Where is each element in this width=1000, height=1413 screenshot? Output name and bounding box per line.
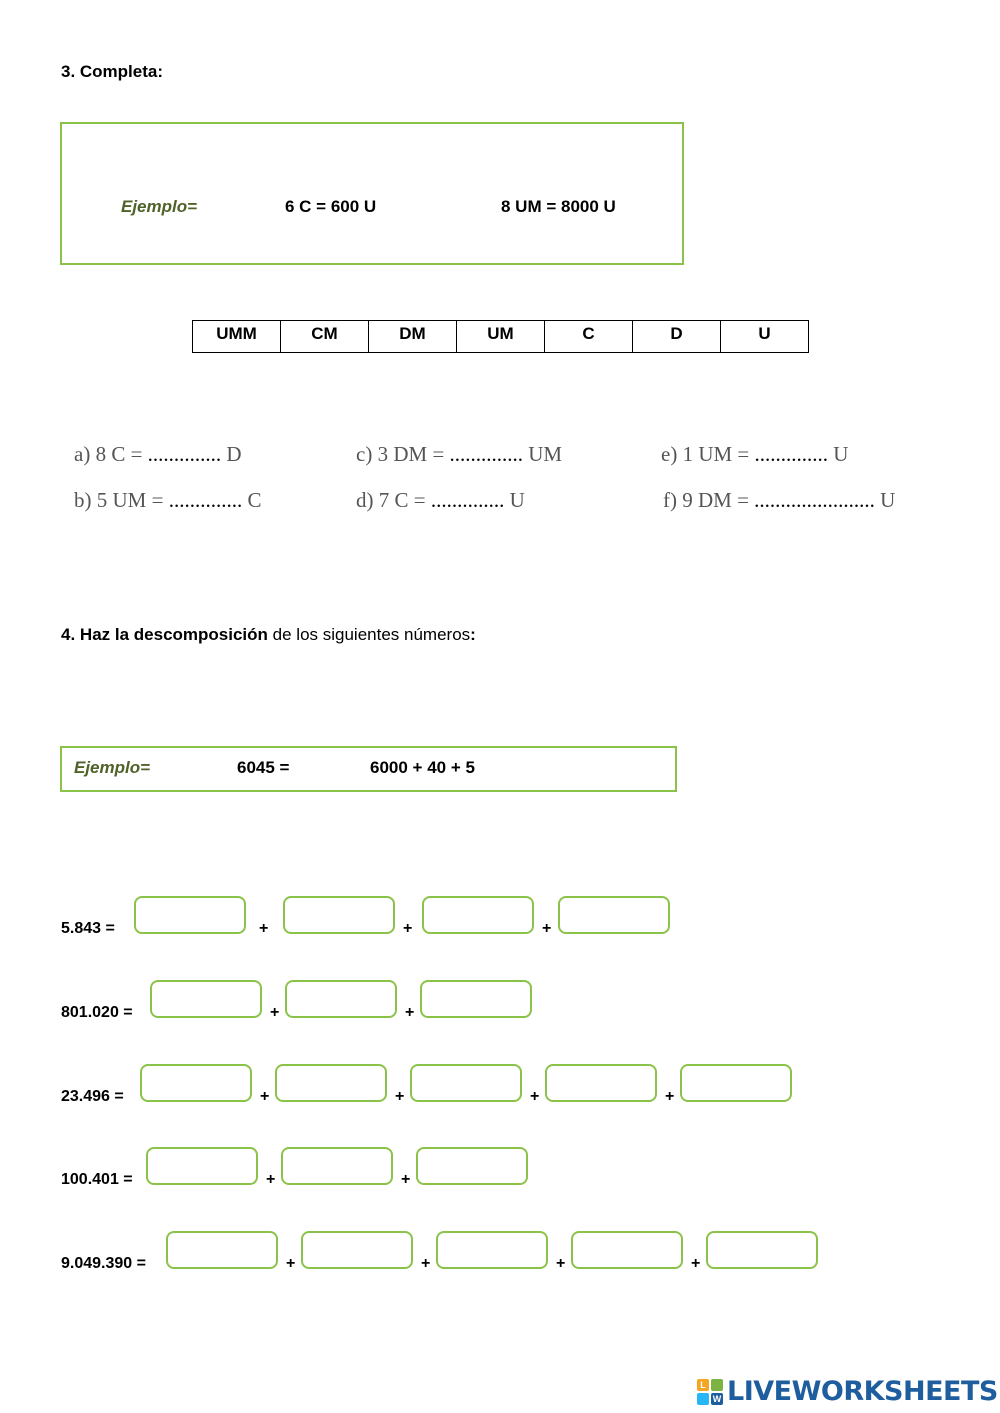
place-value-header: CM — [281, 321, 369, 353]
plus-sign: + — [542, 920, 552, 937]
answer-box[interactable] — [410, 1064, 522, 1102]
answer-box[interactable] — [281, 1147, 393, 1185]
logo-icon-tile — [697, 1393, 709, 1405]
plus-sign: + — [530, 1088, 540, 1105]
answer-box[interactable] — [680, 1064, 792, 1102]
answer-box[interactable] — [422, 896, 534, 934]
exercise-e: e) 1 UM = .............. U — [661, 442, 849, 466]
answer-box[interactable] — [166, 1231, 278, 1269]
row-label: 100.401 = — [61, 1171, 133, 1188]
answer-box[interactable] — [706, 1231, 818, 1269]
plus-sign: + — [403, 920, 413, 937]
place-value-table — [192, 320, 809, 353]
plus-sign: + — [556, 1255, 566, 1272]
plus-sign: + — [395, 1088, 405, 1105]
place-value-header: UM — [457, 321, 545, 353]
logo-icon-tile: W — [712, 1393, 722, 1404]
example-box-3 — [60, 122, 684, 265]
exercise-d: d) 7 C = .............. U — [356, 488, 525, 512]
answer-box[interactable] — [420, 980, 532, 1018]
section-3-title: 3. Completa: — [61, 62, 164, 81]
exercise-c: c) 3 DM = .............. UM — [356, 442, 563, 466]
logo-icon-tile — [711, 1379, 723, 1391]
answer-box[interactable] — [301, 1231, 413, 1269]
place-value-header: DM — [369, 321, 457, 353]
answer-box[interactable] — [545, 1064, 657, 1102]
answer-box[interactable] — [571, 1231, 683, 1269]
plus-sign: + — [421, 1255, 431, 1272]
plus-sign: + — [260, 1088, 270, 1105]
exercise-a: a) 8 C = .............. D — [74, 442, 242, 466]
logo-text: LIVEWORKSHEETS — [727, 1376, 998, 1407]
example-number: 6045 = — [237, 758, 290, 777]
answer-box[interactable] — [436, 1231, 548, 1269]
answer-box[interactable] — [134, 896, 246, 934]
answer-box[interactable] — [146, 1147, 258, 1185]
answer-box[interactable] — [558, 896, 670, 934]
row-label: 9.049.390 = — [61, 1255, 146, 1272]
exercise-b: b) 5 UM = .............. C — [74, 488, 262, 512]
exercise-f: f) 9 DM = ....................... U — [663, 488, 896, 512]
plus-sign: + — [259, 920, 269, 937]
logo-icon-tile: L — [697, 1379, 709, 1391]
plus-sign: + — [665, 1088, 675, 1105]
row-label: 801.020 = — [61, 1004, 133, 1021]
section-4-title: 4. Haz la descomposición de los siguientes números: — [61, 625, 476, 644]
plus-sign: + — [401, 1171, 411, 1188]
row-label: 5.843 = — [61, 920, 115, 937]
example-1: 6 C = 600 U — [285, 197, 377, 216]
plus-sign: + — [266, 1171, 276, 1188]
plus-sign: + — [405, 1004, 415, 1021]
example-2: 8 UM = 8000 U — [501, 197, 616, 216]
liveworksheets-logo — [697, 1376, 998, 1407]
plus-sign: + — [270, 1004, 280, 1021]
answer-box[interactable] — [285, 980, 397, 1018]
plus-sign: + — [691, 1255, 701, 1272]
answer-box[interactable] — [416, 1147, 528, 1185]
place-value-header: C — [545, 321, 633, 353]
liveworksheets-logo-icon — [697, 1379, 723, 1405]
answer-box[interactable] — [150, 980, 262, 1018]
example-label: Ejemplo= — [74, 758, 151, 777]
example-label: Ejemplo= — [121, 197, 198, 216]
example-box-4 — [60, 746, 677, 792]
place-value-header: UMM — [193, 321, 281, 353]
answer-box[interactable] — [140, 1064, 252, 1102]
place-value-header: D — [633, 321, 721, 353]
plus-sign: + — [286, 1255, 296, 1272]
place-value-header: U — [721, 321, 809, 353]
answer-box[interactable] — [283, 896, 395, 934]
answer-box[interactable] — [275, 1064, 387, 1102]
row-label: 23.496 = — [61, 1088, 124, 1105]
example-decomposition: 6000 + 40 + 5 — [370, 758, 475, 777]
